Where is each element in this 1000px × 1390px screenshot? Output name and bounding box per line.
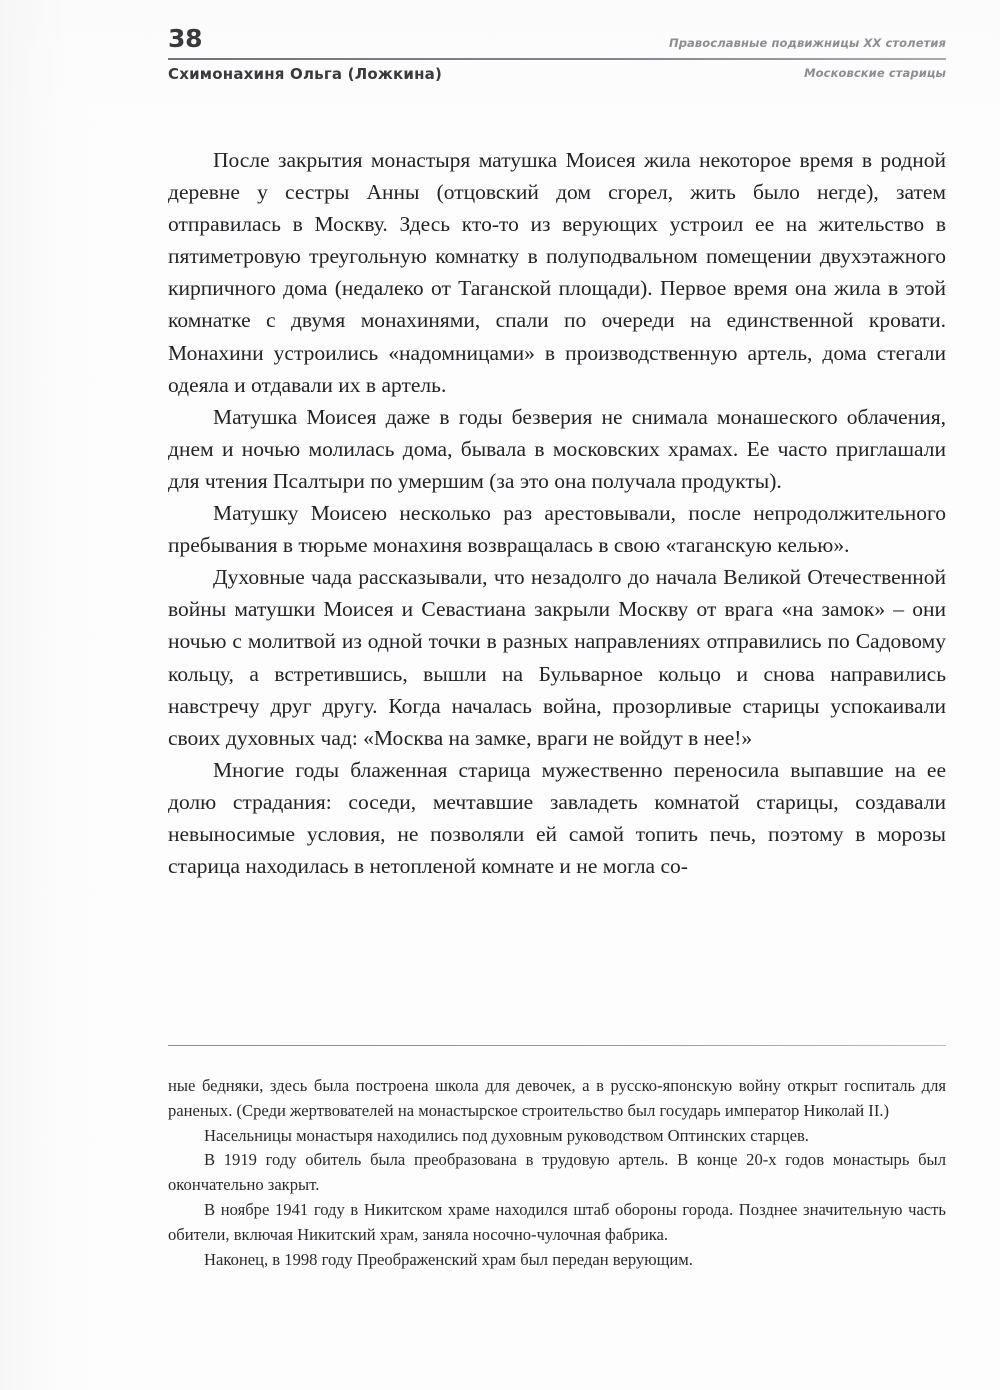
footnote-paragraph: В ноябре 1941 году в Никитском храме находился штаб обороны города. Позднее значительную часть обители, включая Никитский храм, заняла носочно-чулочная фабрика. bbox=[168, 1199, 946, 1244]
page-header bbox=[168, 26, 946, 96]
page-number: 38 bbox=[168, 24, 203, 53]
footnote-paragraph: Наконец, в 1998 году Преображенский храм был передан верующим. bbox=[204, 1249, 693, 1269]
running-head-series-title: Православные подвижницы XX столетия bbox=[668, 35, 946, 50]
footnote-paragraph: Насельницы монастыря находились под духовным руководством Оптинских старцев. bbox=[204, 1125, 809, 1145]
text-block bbox=[168, 0, 946, 1390]
body-paragraph: После закрытия монастыря матушка Моисея жила некоторое время в родной деревне у сестры Анны (отцовский дом сгорел, жить было негде), затем отправилась в Москву. Здесь кто-то из верующих устроил ее на жительство в пятиметровую треугольную комнатку в полуподвальном помещении двухэтажного кирпичного дома (недалеко от Таганской площади). Первое время она жила в этой комнатке с двумя монахинями, спали по очереди на единственной кровати. Монахини устроились «надомницами» в производственную артель, дома стегали одеяла и отдавали их в артель. bbox=[168, 148, 946, 397]
body-paragraph: Матушка Моисея даже в годы безверия не снимала монашеского облачения, днем и ночью молилась дома, бывала в московских храмах. Ее часто приглашали для чтения Псалтыри по умершим (за это она получала продукты). bbox=[168, 404, 946, 493]
chapter-title: Схимонахиня Ольга (Ложкина) bbox=[168, 65, 443, 83]
footnote-divider bbox=[168, 1045, 946, 1046]
footnote-paragraph: В 1919 году обитель была преобразована в трудовую артель. В конце 20-х годов монастырь был окончательно закрыт. bbox=[168, 1150, 946, 1195]
body-paragraph: Духовные чада рассказывали, что незадолго до начала Великой Отечественной войны матушки Моисея и Севастиана закрыли Москву от врага «на замок» – они ночью с молитвой из одной точки в разных направлениях отправились по Садовому кольцу, а встретившись, вышли на Бульварное кольцо и снова направились навстречу друг другу. Когда началась война, прозорливые старицы успокаивали своих духовных чад: «Москва на замке, враги не войдут в нее!» bbox=[168, 565, 946, 750]
footnote-block bbox=[168, 1074, 946, 1272]
header-bottom-row bbox=[168, 66, 946, 83]
header-divider bbox=[168, 58, 946, 60]
body-text bbox=[168, 144, 946, 882]
footnote-paragraph: ные бедняки, здесь была построена школа для девочек, а в русско-японскую войну открыт госпиталь для раненых. (Среди жертвователей на монастырское строительство был государь император Николай II.) bbox=[168, 1076, 946, 1120]
header-top-row bbox=[168, 26, 946, 53]
body-paragraph: Матушку Моисею несколько раз арестовывали, после непродолжительного пребывания в тюрьме монахиня возвращалась в свою «таганскую келью». bbox=[168, 501, 946, 558]
body-paragraph: Многие годы блаженная старица мужественно переносила выпавшие на ее долю страдания: соседи, мечтавшие завладеть комнатой старицы, создавали невыносимые условия, не позволяли ей самой топить печь, поэтому в морозы старица находилась в нетопленой комнате и не могла со- bbox=[168, 757, 946, 879]
running-head-section-title: Московские старицы bbox=[804, 66, 946, 80]
